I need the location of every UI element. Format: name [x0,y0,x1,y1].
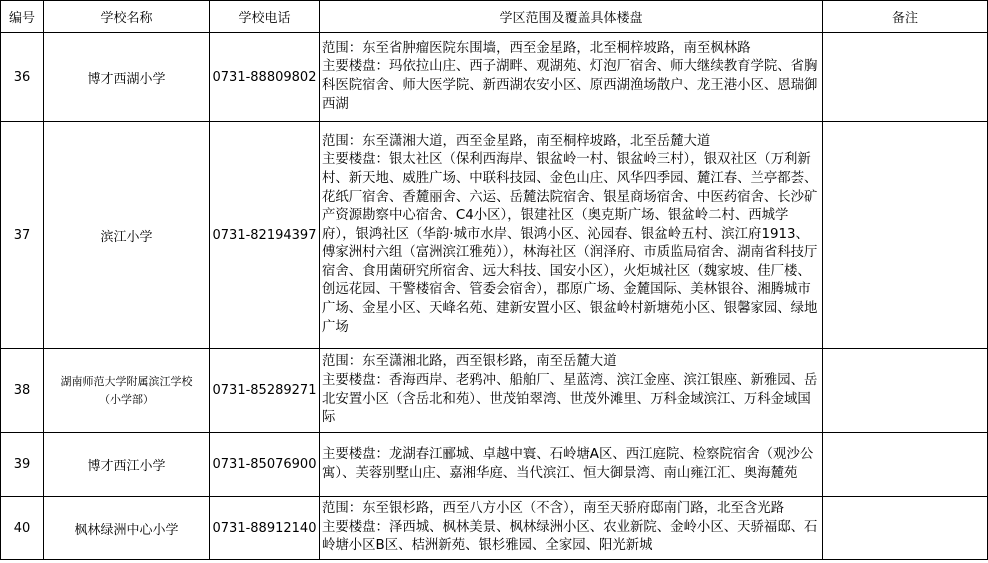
table-row [1,122,988,349]
note-cell [823,497,988,560]
row-num: 36 [1,33,44,122]
scope-estates: 主要楼盘：龙湖春江郦城、卓越中寰、石岭塘A区、西江庭院、检察院宿舍（观沙公寓）、芙蓉别墅山庄、嘉湘华庭、当代滨江、恒大御景湾、南山雍江汇、奥海麓苑 [322,446,814,481]
scope-estates: 主要楼盘：玛依拉山庄、西子湖畔、观湖苑、灯泡厂宿舍、师大继续教育学院、省胸科医院宿舍、师大医学院、新西湖农安小区、原西湖渔场散户、龙王港小区、恩瑞御西湖 [322,59,818,112]
school-name: 博才西江小学 [44,433,210,497]
school-phone: 0731-82194397 [210,122,320,349]
district-scope [320,433,823,497]
note-cell [823,122,988,349]
scope-estates: 主要楼盘：泽西城、枫林美景、枫林绿洲小区、农业新院、金岭小区、天骄福邸、石岭塘小区B区、桔洲新苑、银杉雅园、全家园、阳光新城 [322,519,818,554]
scope-range: 范围：东至潇湘北路，西至银杉路，南至岳麓大道 [322,354,617,370]
school-name [44,349,210,433]
header-note: 备注 [823,1,988,33]
table-row [1,433,988,497]
header-num: 编号 [1,1,44,33]
school-phone: 0731-88809802 [210,33,320,122]
header-name: 学校名称 [44,1,210,33]
school-name: 滨江小学 [44,122,210,349]
row-num: 38 [1,349,44,433]
school-name: 枫林绿洲中心小学 [44,497,210,560]
scope-estates: 主要楼盘：香海西岸、老鸦冲、船舶厂、星蓝湾、滨江金座、滨江银座、新雅园、岳北安置小区（含岳北和苑）、世茂铂翠湾、世茂外滩里、万科金域滨江、万科金域国际 [322,372,818,426]
header-scope: 学区范围及覆盖具体楼盘 [320,1,823,33]
school-name-line2: （小学部） [99,392,154,406]
school-phone: 0731-88912140 [210,497,320,560]
scope-range: 范围：东至银杉路，西至八方小区（不含），南至天骄府邸南门路，北至含光路 [322,501,784,517]
school-name: 博才西湖小学 [44,33,210,122]
scope-range: 范围：东至省肿瘤医院东围墙，西至金星路，北至桐梓坡路，南至枫林路 [322,40,751,56]
scope-estates: 主要楼盘：银太社区（保利西海岸、银盆岭一村、银盆岭三村），银双社区（万利新村、新天地、威胜广场、中联科技园、金色山庄、风华四季园、麓江春、兰亭都荟、花纸厂宿舍、香麓丽舍、六运、岳麓法院宿舍、银星商场宿舍、中医药宿舍、长沙矿产资源勘察中心宿舍、C4小区），银建社区（奥克斯广场、银盆岭二村、西城学府），银鸿社区（华韵·城市水岸、银鸿小区、沁园春、银盆岭五村、滨江府1913、傅家洲村六组（富洲滨江雅苑）），林海社区（润泽府、市质监局宿舍、湖南省科技厅宿舍、食用菌研究所宿舍、远大科技、国安小区），火炬城社区（魏家坡、佳厂楼、创远花园、干警楼宿舍、管委会宿舍），郡原广场、金麓国际、美林银谷、湘腾城市广场、金星小区、天峰名苑、建新安置小区、银盆岭村新塘苑小区、银馨家园、绿地广场 [322,152,818,335]
note-cell [823,33,988,122]
table-row [1,349,988,433]
school-name-line1: 湖南师范大学附属滨江学校 [60,374,193,388]
note-cell [823,349,988,433]
district-scope [320,497,823,560]
header-phone: 学校电话 [210,1,320,33]
table-row [1,33,988,122]
school-phone: 0731-85289271 [210,349,320,433]
district-scope [320,349,823,433]
table-header-row [1,1,988,33]
row-num: 37 [1,122,44,349]
scope-range: 范围：东至潇湘大道，西至金星路，南至桐梓坡路，北至岳麓大道 [322,133,711,149]
row-num: 39 [1,433,44,497]
table-row [1,497,988,560]
note-cell [823,433,988,497]
school-phone: 0731-85076900 [210,433,320,497]
district-scope [320,122,823,349]
row-num: 40 [1,497,44,560]
district-scope [320,33,823,122]
